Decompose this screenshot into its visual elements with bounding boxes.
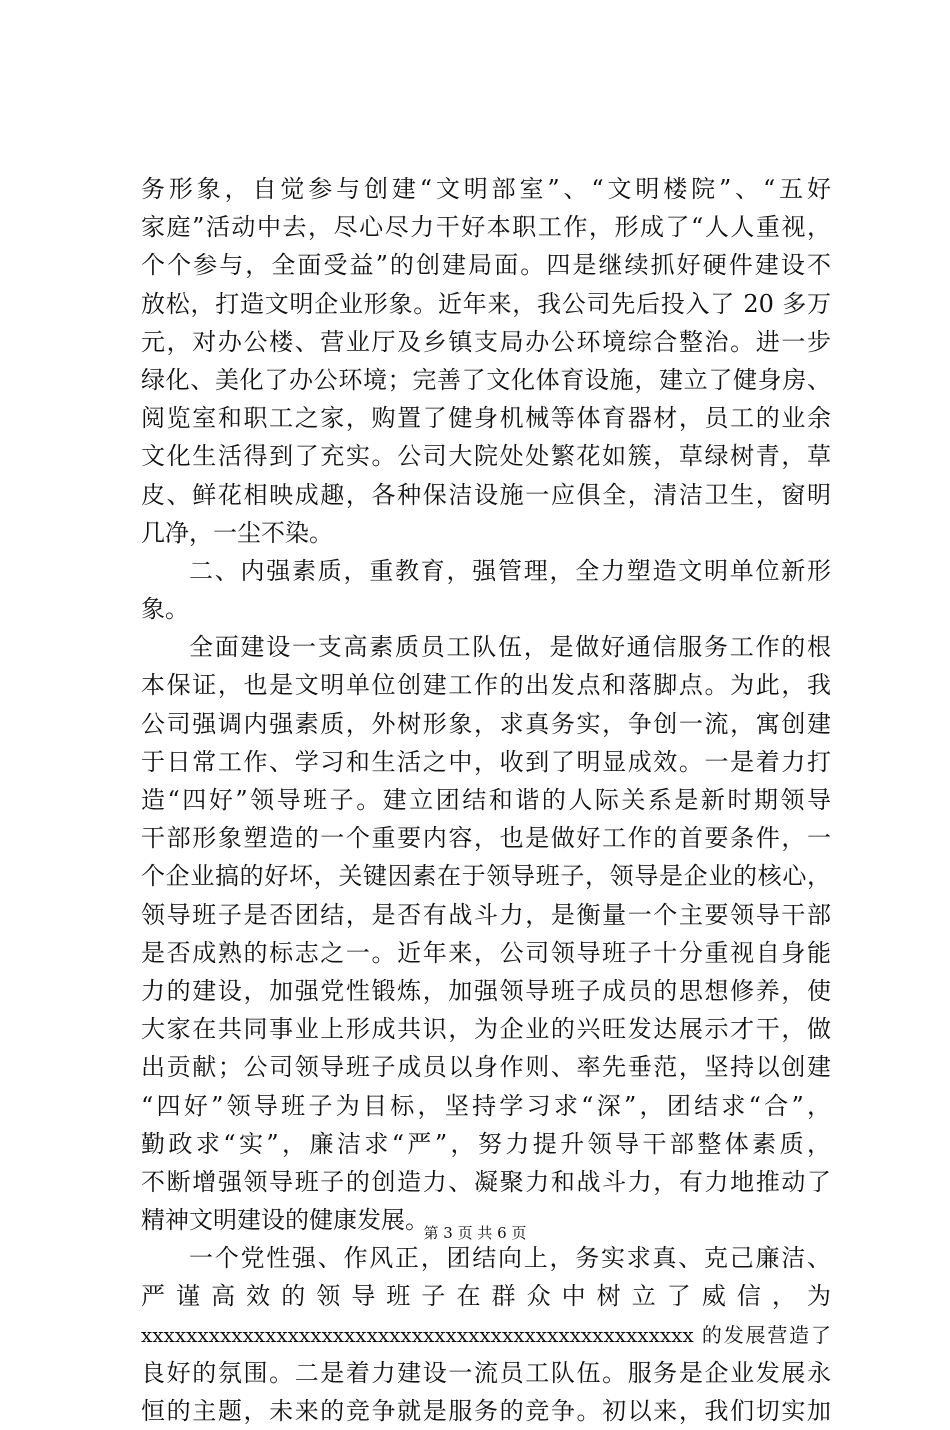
text-line: 本保证，也是文明单位创建工作的出发点和落脚点。为此，我	[141, 671, 831, 700]
page-footer: 第 3 页 共 6 页	[423, 1224, 527, 1242]
text-line: 恒的主题，未来的竞争就是服务的竞争。初以来，我们切实加	[141, 1397, 831, 1425]
text-line: 是否成熟的标志之一。近年来，公司领导班子十分重视自身能	[141, 938, 831, 967]
text-line: “四好”领导班子为目标，坚持学习求“深”，团结求“合”，	[141, 1091, 831, 1120]
text-line: 家庭”活动中去，尽心尽力干好本职工作，形成了“人人重视，	[141, 213, 831, 242]
text-line: 个个参与，全面受益”的创建局面。四是继续抓好硬件建设不	[141, 251, 831, 280]
text-line: 绿化、美化了办公环境；完善了文化体育设施，建立了健身房、	[141, 365, 831, 394]
text-line: 出贡献；公司领导班子成员以身作则、率先垂范，坚持以创建	[141, 1053, 831, 1082]
paragraph	[141, 170, 831, 552]
text-line: 放松，打造文明企业形象。近年来，我公司先后投入了 20 多万	[141, 289, 831, 318]
text-line: 造“四好”领导班子。建立团结和谐的人际关系是新时期领导	[141, 786, 831, 814]
text-line: 公司强调内强素质，外树形象，求真务实，争创一流，寓创建	[141, 709, 831, 738]
paragraph	[141, 1239, 831, 1430]
text-line: 二、内强素质，重教育，强管理，全力塑造文明单位新形	[189, 556, 831, 585]
text-line: 于日常工作、学习和生活之中，收到了明显成效。一是着力打	[141, 747, 831, 776]
text-line: 精神文明建设的健康发展。	[141, 1206, 429, 1235]
text-line: 领导班子是否团结，是否有战斗力，是衡量一个主要领导干部	[141, 900, 831, 929]
text-line: 不断增强领导班子的创造力、凝聚力和战斗力，有力地推动了	[141, 1167, 831, 1196]
text-line: 个企业搞的好坏，关键因素在于领导班子，领导是企业的核心，	[141, 862, 831, 891]
text-line: 干部形象塑造的一个重要内容，也是做好工作的首要条件，一	[141, 824, 831, 853]
text-line: 文化生活得到了充实。公司大院处处繁花如簇，草绿树青，草	[141, 442, 831, 471]
text-line: 勤政求“实”，廉洁求“严”，努力提升领导干部整体素质，	[141, 1129, 831, 1158]
text-line: 象。	[141, 595, 189, 624]
text-line: 全面建设一支高素质员工队伍，是做好通信服务工作的根	[189, 633, 831, 662]
text-line: 几净，一尘不染。	[141, 518, 333, 547]
text-line: 务形象，自觉参与创建“文明部室”、“文明楼院”、“五好	[141, 175, 831, 203]
text-line: 严 谨 高 效 的 领 导 班 子 在 群 众 中 树 立 了 威 信 ， 为	[141, 1282, 831, 1311]
paragraph	[141, 628, 831, 1239]
text-line: 皮、鲜花相映成趣，各种保洁设施一应俱全，清洁卫生，窗明	[141, 480, 831, 509]
text-line: 大家在共同事业上形成共识，为企业的兴旺发达展示才干，做	[141, 1015, 831, 1044]
text-line: 良好的氛围。二是着力建设一流员工队伍。服务是企业发展永	[141, 1358, 831, 1387]
text-line: xxxxxxxxxxxxxxxxxxxxxxxxxxxxxxxxxxxxxxxxxxxxxxxxx 的发展营造了	[141, 1322, 831, 1347]
text-line: 一个党性强、作风正，团结向上，务实求真、克己廉洁、	[189, 1244, 831, 1273]
paragraph	[141, 552, 831, 628]
text-line: 力的建设，加强党性锻炼，加强领导班子成员的思想修养，使	[141, 976, 831, 1005]
text-line: 阅览室和职工之家，购置了健身机械等体育器材，员工的业余	[141, 404, 831, 433]
text-line: 元，对办公楼、营业厅及乡镇支局办公环境综合整治。进一步	[141, 327, 831, 356]
